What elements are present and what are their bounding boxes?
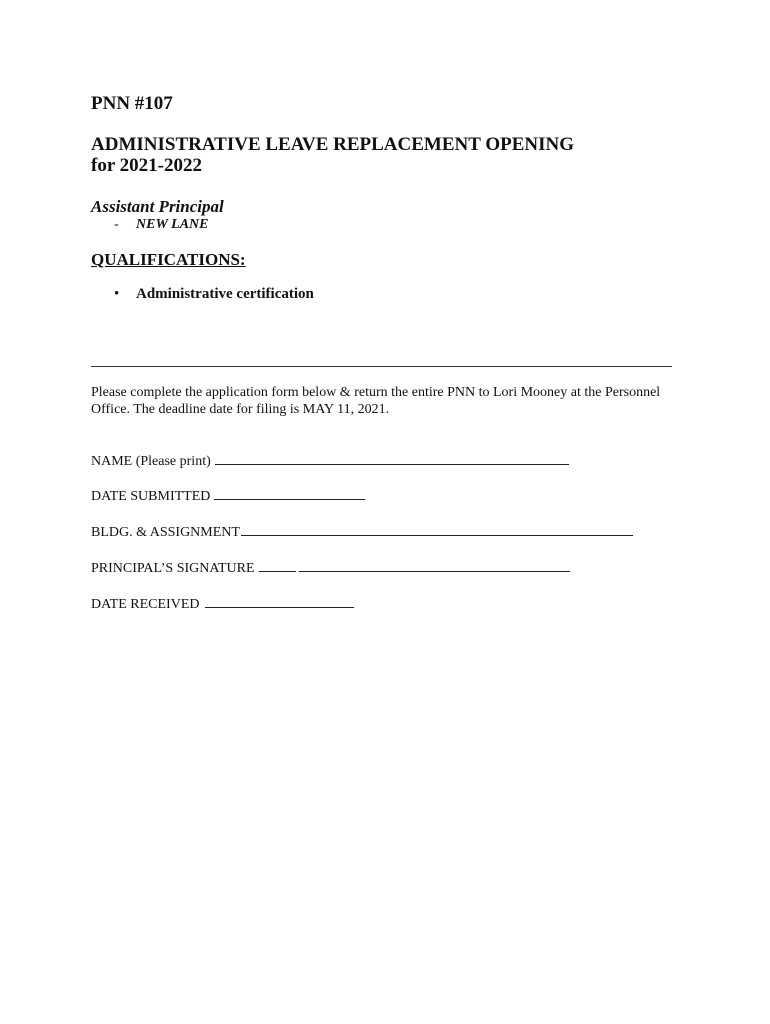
name-label: NAME (Please print) (91, 454, 211, 469)
date-submitted-blank-line[interactable] (214, 487, 365, 500)
qualification-text: Administrative certification (136, 286, 314, 302)
location-name: NEW LANE (136, 217, 209, 232)
bldg-assignment-blank-line[interactable] (241, 523, 633, 536)
position-title: Assistant Principal (91, 197, 224, 216)
document-title-line1: ADMINISTRATIVE LEAVE REPLACEMENT OPENING (91, 134, 574, 155)
instructions-text: Please complete the application form below & return the entire PNN to Lori Mooney at the Personnel Office. The deadline date for filing is MAY 11, 2021. (91, 385, 661, 417)
qualifications-list-item (114, 286, 314, 303)
principal-signature-blank-short[interactable] (259, 559, 296, 572)
document-title (91, 134, 574, 176)
qualifications-heading: QUALIFICATIONS: (91, 250, 246, 269)
pnn-number: PNN #107 (91, 93, 173, 114)
principal-signature-label: PRINCIPAL’S SIGNATURE (91, 561, 255, 576)
bldg-assignment-label: BLDG. & ASSIGNMENT (91, 525, 240, 540)
principal-signature-blank-line[interactable] (299, 559, 570, 572)
date-received-label: DATE RECEIVED (91, 597, 200, 612)
name-blank-line[interactable] (215, 452, 569, 465)
date-submitted-label: DATE SUBMITTED (91, 489, 211, 504)
name-field (91, 452, 569, 470)
date-received-field (91, 595, 354, 613)
date-submitted-field (91, 487, 365, 505)
bldg-assignment-field (91, 523, 633, 541)
principal-signature-field (91, 559, 570, 577)
document-title-line2: for 2021-2022 (91, 155, 202, 176)
bullet-icon: • (114, 286, 120, 302)
location-dash: - (114, 217, 119, 232)
location-row (114, 217, 208, 233)
date-received-blank-line[interactable] (205, 595, 354, 608)
section-divider (91, 366, 672, 367)
